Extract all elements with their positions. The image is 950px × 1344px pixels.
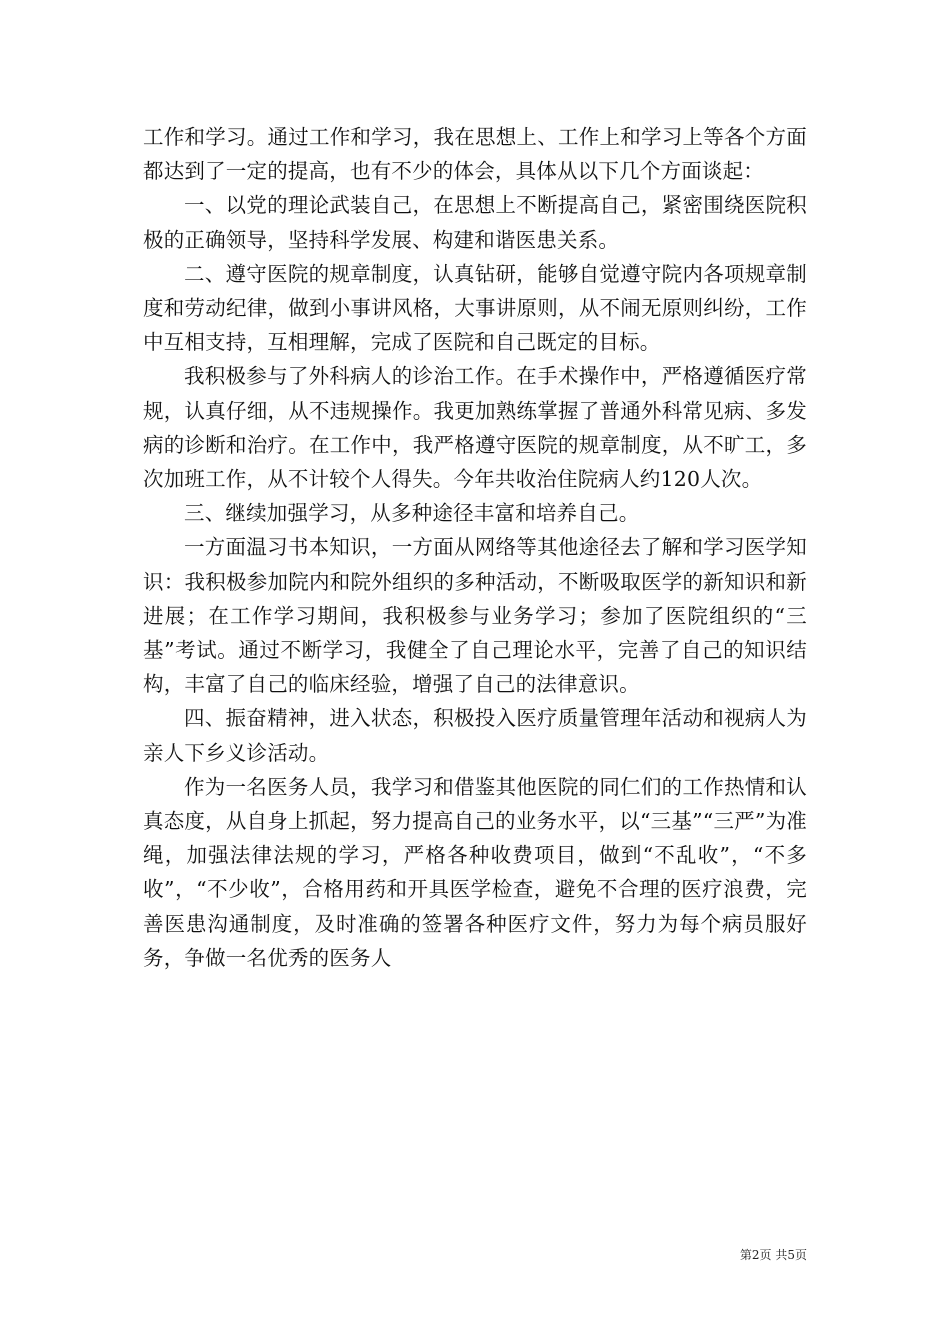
paragraph-1: 工作和学习。通过工作和学习，我在思想上、工作上和学习上等各个方面都达到了一定的提高，也有不少的体会，具体从以下几个方面谈起：	[143, 125, 807, 184]
page-number: 第2页 共5页	[739, 1248, 807, 1262]
paragraph-8: 作为一名医务人员，我学习和借鉴其他医院的同仁们的工作热情和认真态度，从自身上抓起，努力提高自己的业务水平，以“三基”“三严”为准绳，加强法律法规的学习，严格各种收费项目，做到“不乱收”，“不多收”，“不少收”，合格用药和开具医学检查，避免不合理的医疗浪费，完善医患沟通制度，及时准确的签署各种医疗文件，努力为每个病员服好务，争做一名优秀的医务人	[143, 774, 807, 970]
paragraph-4: 我积极参与了外科病人的诊治工作。在手术操作中，严格遵循医疗常规，认真仔细，从不违规操作。我更加熟练掌握了普通外科常见病、多发病的诊断和治疗。在工作中，我严格遵守医院的规章制度，从不旷工，多次加班工作，从不计较个人得失。今年共收治住院病人约120人次。	[143, 364, 807, 492]
paragraph-6: 一方面温习书本知识，一方面从网络等其他途径去了解和学习医学知识：我积极参加院内和院外组织的多种活动，不断吸取医学的新知识和新进展；在工作学习期间，我积极参与业务学习；参加了医院组织的“三基”考试。通过不断学习，我健全了自己理论水平，完善了自己的知识结构，丰富了自己的临床经验，增强了自己的法律意识。	[143, 535, 807, 697]
paragraph-2: 一、以党的理论武装自己，在思想上不断提高自己，紧密围绕医院积极的正确领导，坚持科学发展、构建和谐医患关系。	[143, 193, 807, 252]
paragraph-3: 二、遵守医院的规章制度，认真钻研，能够自觉遵守院内各项规章制度和劳动纪律，做到小事讲风格，大事讲原则，从不闹无原则纠纷，工作中互相支持，互相理解，完成了医院和自己既定的目标。	[143, 261, 807, 355]
paragraph-5: 三、继续加强学习，从多种途径丰富和培养自己。	[184, 501, 640, 526]
paragraph-7: 四、振奋精神，进入状态，积极投入医疗质量管理年活动和视病人为亲人下乡义诊活动。	[143, 706, 807, 765]
document-body	[143, 120, 807, 975]
